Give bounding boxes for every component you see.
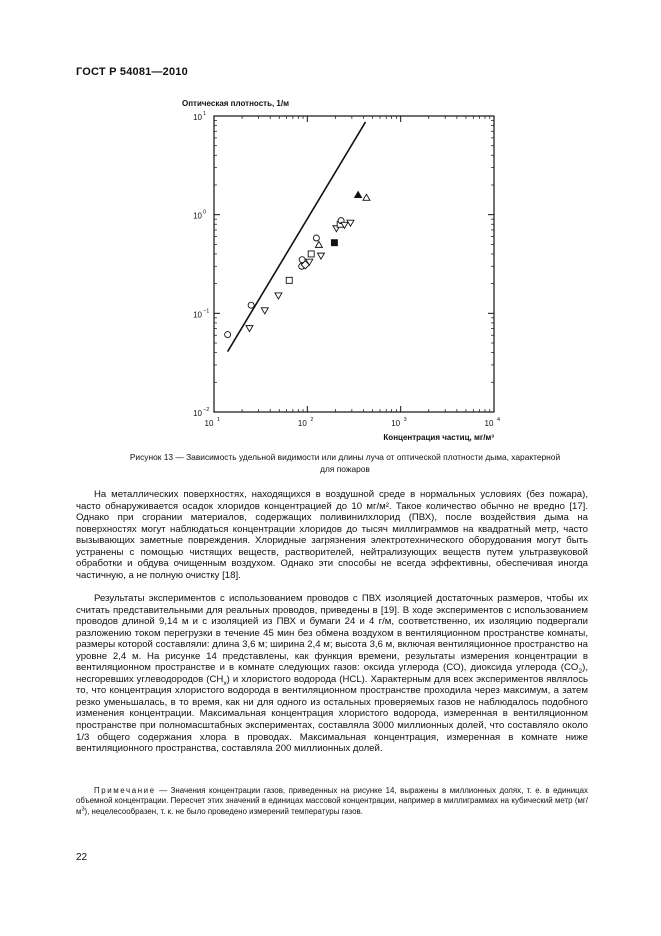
data-point-triangle-up	[315, 241, 322, 247]
x-tick-label-base: 10	[391, 419, 401, 428]
plot-frame	[214, 116, 494, 412]
x-tick-label-base: 10	[297, 419, 307, 428]
x-tick-label-base: 10	[484, 419, 494, 428]
y-tick-label-exp: −1	[203, 308, 210, 315]
p2-part-c: ) и хлористого водорода (HCL). Характерным для всех экспериментов являлось то, что концентрация хлористого водорода в вентиляционном пространстве проходила через максимум, а затем резко уменьшалась, в то время, как ни для одного из остальных проверяемых газов не наблюдалось подобного изменения концентрации. Максимальная концентрация хлористого водорода, измеренная в вентиляционном пространстве при полномасштабных экспериментах, составляла 3000 миллионных долей, что составляло около 1/3 общего содержания хлора в проводах. Максимальная концентрация, измеренная в комнате ниже вентиляционного пространства, составляла 200 миллионных долей.	[76, 673, 588, 755]
paragraph-chloride-deposits: На металлических поверхностях, находящихся в воздушной среде в нормальных условиях (без пожара), часто обнаруживается осадок хлоридов концентрацией до 10 мг/м². Такое количество обычно не вредно [17]. Однако при сгорании материалов, содержащих поливинилхлорид (ПВХ), после воздействия дыма на поверхностях могут наблюдаться концентрации хлоридов до тысяч миллиграммов на квадратный метр, часто вызывающих заметные повреждения. Хлоридные загрязнения электротехнического оборудования могут быть устранены с помощью чистящих веществ, растворителей, нейтрализующих веществ путем ультразвуковой обработки и обдува очищенным воздухом. Однако эти способы не всегда эффективны, обеспечивая иногда частичную, а не полную очистку [18].	[76, 489, 588, 581]
data-point-triangle-up-filled	[355, 192, 362, 198]
x-tick-label-exp: 2	[310, 417, 314, 423]
data-point-triangle-down	[246, 326, 253, 332]
data-point-triangle-down	[261, 308, 268, 314]
data-point-triangle-up	[363, 194, 370, 200]
note	[76, 786, 588, 817]
data-point-circle	[225, 332, 231, 338]
note-text-b: ), нецелесообразен, т. к. не было проведено измерений температуры газов.	[84, 806, 363, 816]
figure-caption-line1: Рисунок 13 — Зависимость удельной видимости или длины луча от оптической плотности дыма, характерной	[129, 452, 561, 462]
document-header: ГОСТ Р 54081—2010	[76, 66, 188, 78]
data-point-triangle-down	[275, 293, 282, 299]
y-tick-label-exp: 0	[203, 209, 207, 216]
x-tick-label-base: 10	[204, 419, 214, 428]
data-point-circle	[313, 235, 319, 241]
y-tick-label-exp: −2	[203, 407, 210, 413]
x-tick-label-exp: 3	[403, 417, 407, 423]
note-text-a: — Значения концентрации газов, приведенных на рисунке 14, выражены в миллионных долях, т. е. в единицах объемной концентрации. Пересчет этих значений в единицах массовой концентрации, например в миллиграммах на кубический метр (мг/м	[76, 786, 588, 816]
y-tick-label-base: 10	[193, 310, 202, 320]
note-sup: 3	[81, 806, 85, 813]
p2-sub-chx: x	[223, 679, 227, 687]
p2-part-a: Результаты экспериментов с использованием проводов с ПВХ изоляцией достаточных размеров, чтобы их считать представительными для реальных проводов, приведены в [19]. В ходе экспериментов с использованием проводов длиной 9,14 м и с изоляцией из ПВХ и бумаги 24 и 4 г/м, соответственно, их изоляцию подвергали разложению током перегрузки в течение 45 мин без обмена воздухом в вентиляционном пространстве комнаты, размеры которой составляли: длина 3,6 м; ширина 2,4 м; высота 3,6 м, включая вентиляционное пространство на уровне 2,4 м. На рисунке 14 представлены, как функция времени, результаты измерения концентрации в вентиляционном пространстве и в комнате следующих газов: оксида углерода (CO), диоксида углерода (CO	[76, 593, 588, 674]
fit-line	[228, 122, 366, 352]
x-tick-label-exp: 4	[497, 417, 501, 423]
data-point-square-filled	[331, 240, 337, 246]
paragraph-pvc-experiments	[76, 593, 588, 755]
data-point-square	[286, 277, 292, 283]
figure-caption-line2: для пожаров	[320, 463, 370, 474]
y-axis-title: Оптическая плотность, 1/м	[182, 99, 290, 108]
note-label: Примечание	[94, 786, 156, 795]
page-number: 22	[76, 852, 88, 863]
data-point-triangle-down	[317, 253, 324, 259]
p2-part-b: ), несгоревших углеводородов (CH	[76, 662, 588, 685]
figure-caption	[110, 452, 580, 475]
density-concentration-chart	[170, 92, 540, 442]
data-point-triangle-down	[347, 220, 354, 226]
y-tick-label-exp: 1	[203, 111, 207, 117]
x-axis-title: Концентрация частиц, мг/м³	[383, 433, 494, 442]
data-point-circle	[248, 302, 254, 308]
x-tick-label-exp: 1	[217, 417, 221, 423]
p2-sub-co2: 2	[578, 668, 583, 676]
y-tick-label-base: 10	[193, 211, 202, 221]
y-tick-label-base: 10	[193, 409, 202, 418]
y-tick-label-base: 10	[193, 113, 202, 122]
data-point-square	[308, 251, 314, 257]
